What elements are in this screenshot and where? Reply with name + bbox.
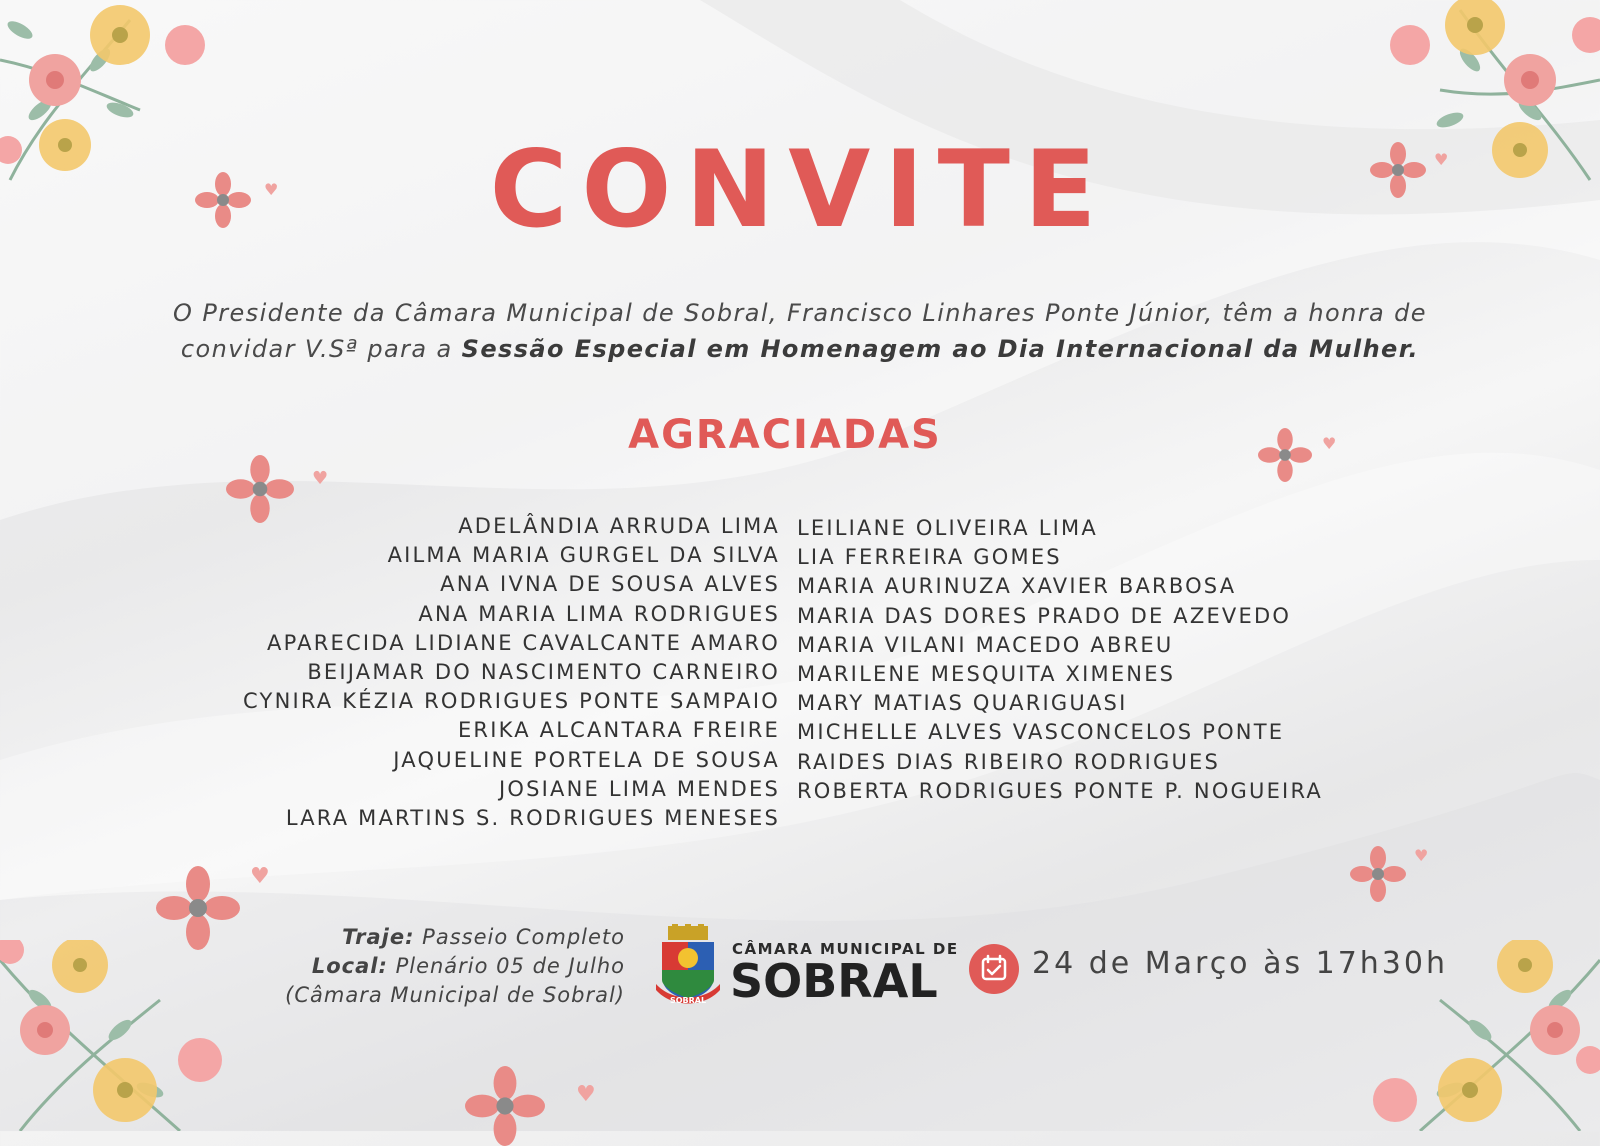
honorees-heading: AGRACIADAS	[628, 412, 942, 458]
dress-code-value: Passeio Completo	[414, 925, 625, 949]
flower-icon	[1504, 54, 1556, 106]
heart-icon: ♥	[1434, 150, 1449, 169]
invitation-text	[100, 295, 1500, 367]
honoree-name: LARA MARTINS S. RODRIGUES MENESES	[285, 806, 780, 831]
honoree-name: LIA FERREIRA GOMES	[797, 545, 1062, 570]
flower-icon	[156, 866, 240, 950]
honoree-name: APARECIDA LIDIANE CAVALCANTE AMARO	[267, 630, 780, 655]
flower-icon	[1350, 846, 1406, 902]
dress-code-label: Traje:	[342, 925, 415, 949]
calendar-check-icon	[969, 944, 1019, 994]
flower-icon	[90, 5, 150, 65]
logo-small-text: CÂMARA MUNICIPAL DE	[732, 940, 959, 958]
honoree-name: ANA IVNA DE SOUSA ALVES	[440, 572, 780, 597]
flower-icon	[1445, 0, 1505, 55]
honoree-name: BEIJAMAR DO NASCIMENTO CARNEIRO	[307, 660, 780, 685]
heart-icon: ♥	[250, 864, 270, 889]
page-title: CONVITE	[489, 128, 1111, 251]
flower-icon	[20, 1005, 70, 1055]
honoree-name: MARIA VILANI MACEDO ABREU	[797, 632, 1174, 657]
honoree-name: MARY MATIAS QUARIGUASI	[797, 691, 1128, 716]
flower-icon	[1530, 1005, 1580, 1055]
event-details	[285, 923, 625, 1010]
honoree-name: ERIKA ALCANTARA FREIRE	[457, 718, 780, 743]
location-note: (Câmara Municipal de Sobral)	[285, 983, 625, 1007]
heart-icon: ♥	[1322, 434, 1337, 453]
location-label: Local:	[311, 954, 388, 978]
flower-icon	[93, 1058, 157, 1122]
honorees-right-column	[797, 514, 1323, 806]
location-value: Plenário 05 de Julho	[387, 954, 625, 978]
event-location	[285, 952, 625, 981]
flower-icon	[52, 940, 108, 993]
seal-text: SOBRAL	[669, 996, 707, 1005]
flower-icon	[1438, 1058, 1502, 1122]
heart-icon: ♥	[312, 468, 329, 489]
honoree-name: JOSIANE LIMA MENDES	[499, 776, 780, 801]
heart-icon: ♥	[576, 1082, 596, 1107]
invitation-line-2-prefix: convidar V.Sª para a	[180, 335, 462, 363]
honoree-name: LEILIANE OLIVEIRA LIMA	[797, 516, 1098, 540]
flower-icon	[165, 25, 205, 65]
honoree-name: MICHELLE ALVES VASCONCELOS PONTE	[797, 720, 1285, 745]
honoree-name: MARIA DAS DORES PRADO DE AZEVEDO	[797, 603, 1292, 628]
honorees-left-column	[243, 512, 780, 833]
flower-icon	[178, 1038, 222, 1082]
logo-big-text: SOBRAL	[730, 954, 938, 1008]
honoree-name: RAIDES DIAS RIBEIRO RODRIGUES	[797, 749, 1221, 774]
honoree-name: JAQUELINE PORTELA DE SOUSA	[393, 747, 780, 772]
event-date: 24 de Março às 17h30h	[1032, 946, 1448, 981]
honoree-name: AILMA MARIA GURGEL DA SILVA	[387, 543, 780, 568]
flower-icon	[465, 1066, 545, 1146]
honoree-name: ADELÂNDIA ARRUDA LIMA	[458, 514, 780, 538]
honoree-name: MARILENE MESQUITA XIMENES	[797, 662, 1176, 687]
honoree-name: MARIA AURINUZA XAVIER BARBOSA	[797, 574, 1237, 599]
heart-icon: ♥	[1414, 846, 1429, 865]
flower-icon	[1497, 940, 1553, 993]
invitation-line-2	[100, 331, 1500, 367]
honoree-name: ROBERTA RODRIGUES PONTE P. NOGUEIRA	[797, 778, 1323, 803]
coat-of-arms-icon	[652, 924, 724, 1010]
invitation-line-1: O Presidente da Câmara Municipal de Sobral, Francisco Linhares Ponte Júnior, têm a honra de	[173, 299, 1427, 327]
flower-icon	[29, 54, 81, 106]
heart-icon: ♥	[264, 180, 279, 199]
flower-icon	[1373, 1078, 1417, 1122]
honoree-name: ANA MARIA LIMA RODRIGUES	[418, 601, 780, 626]
dress-code	[285, 923, 625, 952]
bottom-left-flower-cluster	[0, 940, 240, 1131]
honoree-name: CYNIRA KÉZIA RODRIGUES PONTE SAMPAIO	[243, 689, 780, 714]
flower-icon	[1390, 25, 1430, 65]
chamber-logo	[652, 922, 959, 1012]
event-name: Sessão Especial em Homenagem ao Dia Internacional da Mulher.	[461, 335, 1420, 363]
